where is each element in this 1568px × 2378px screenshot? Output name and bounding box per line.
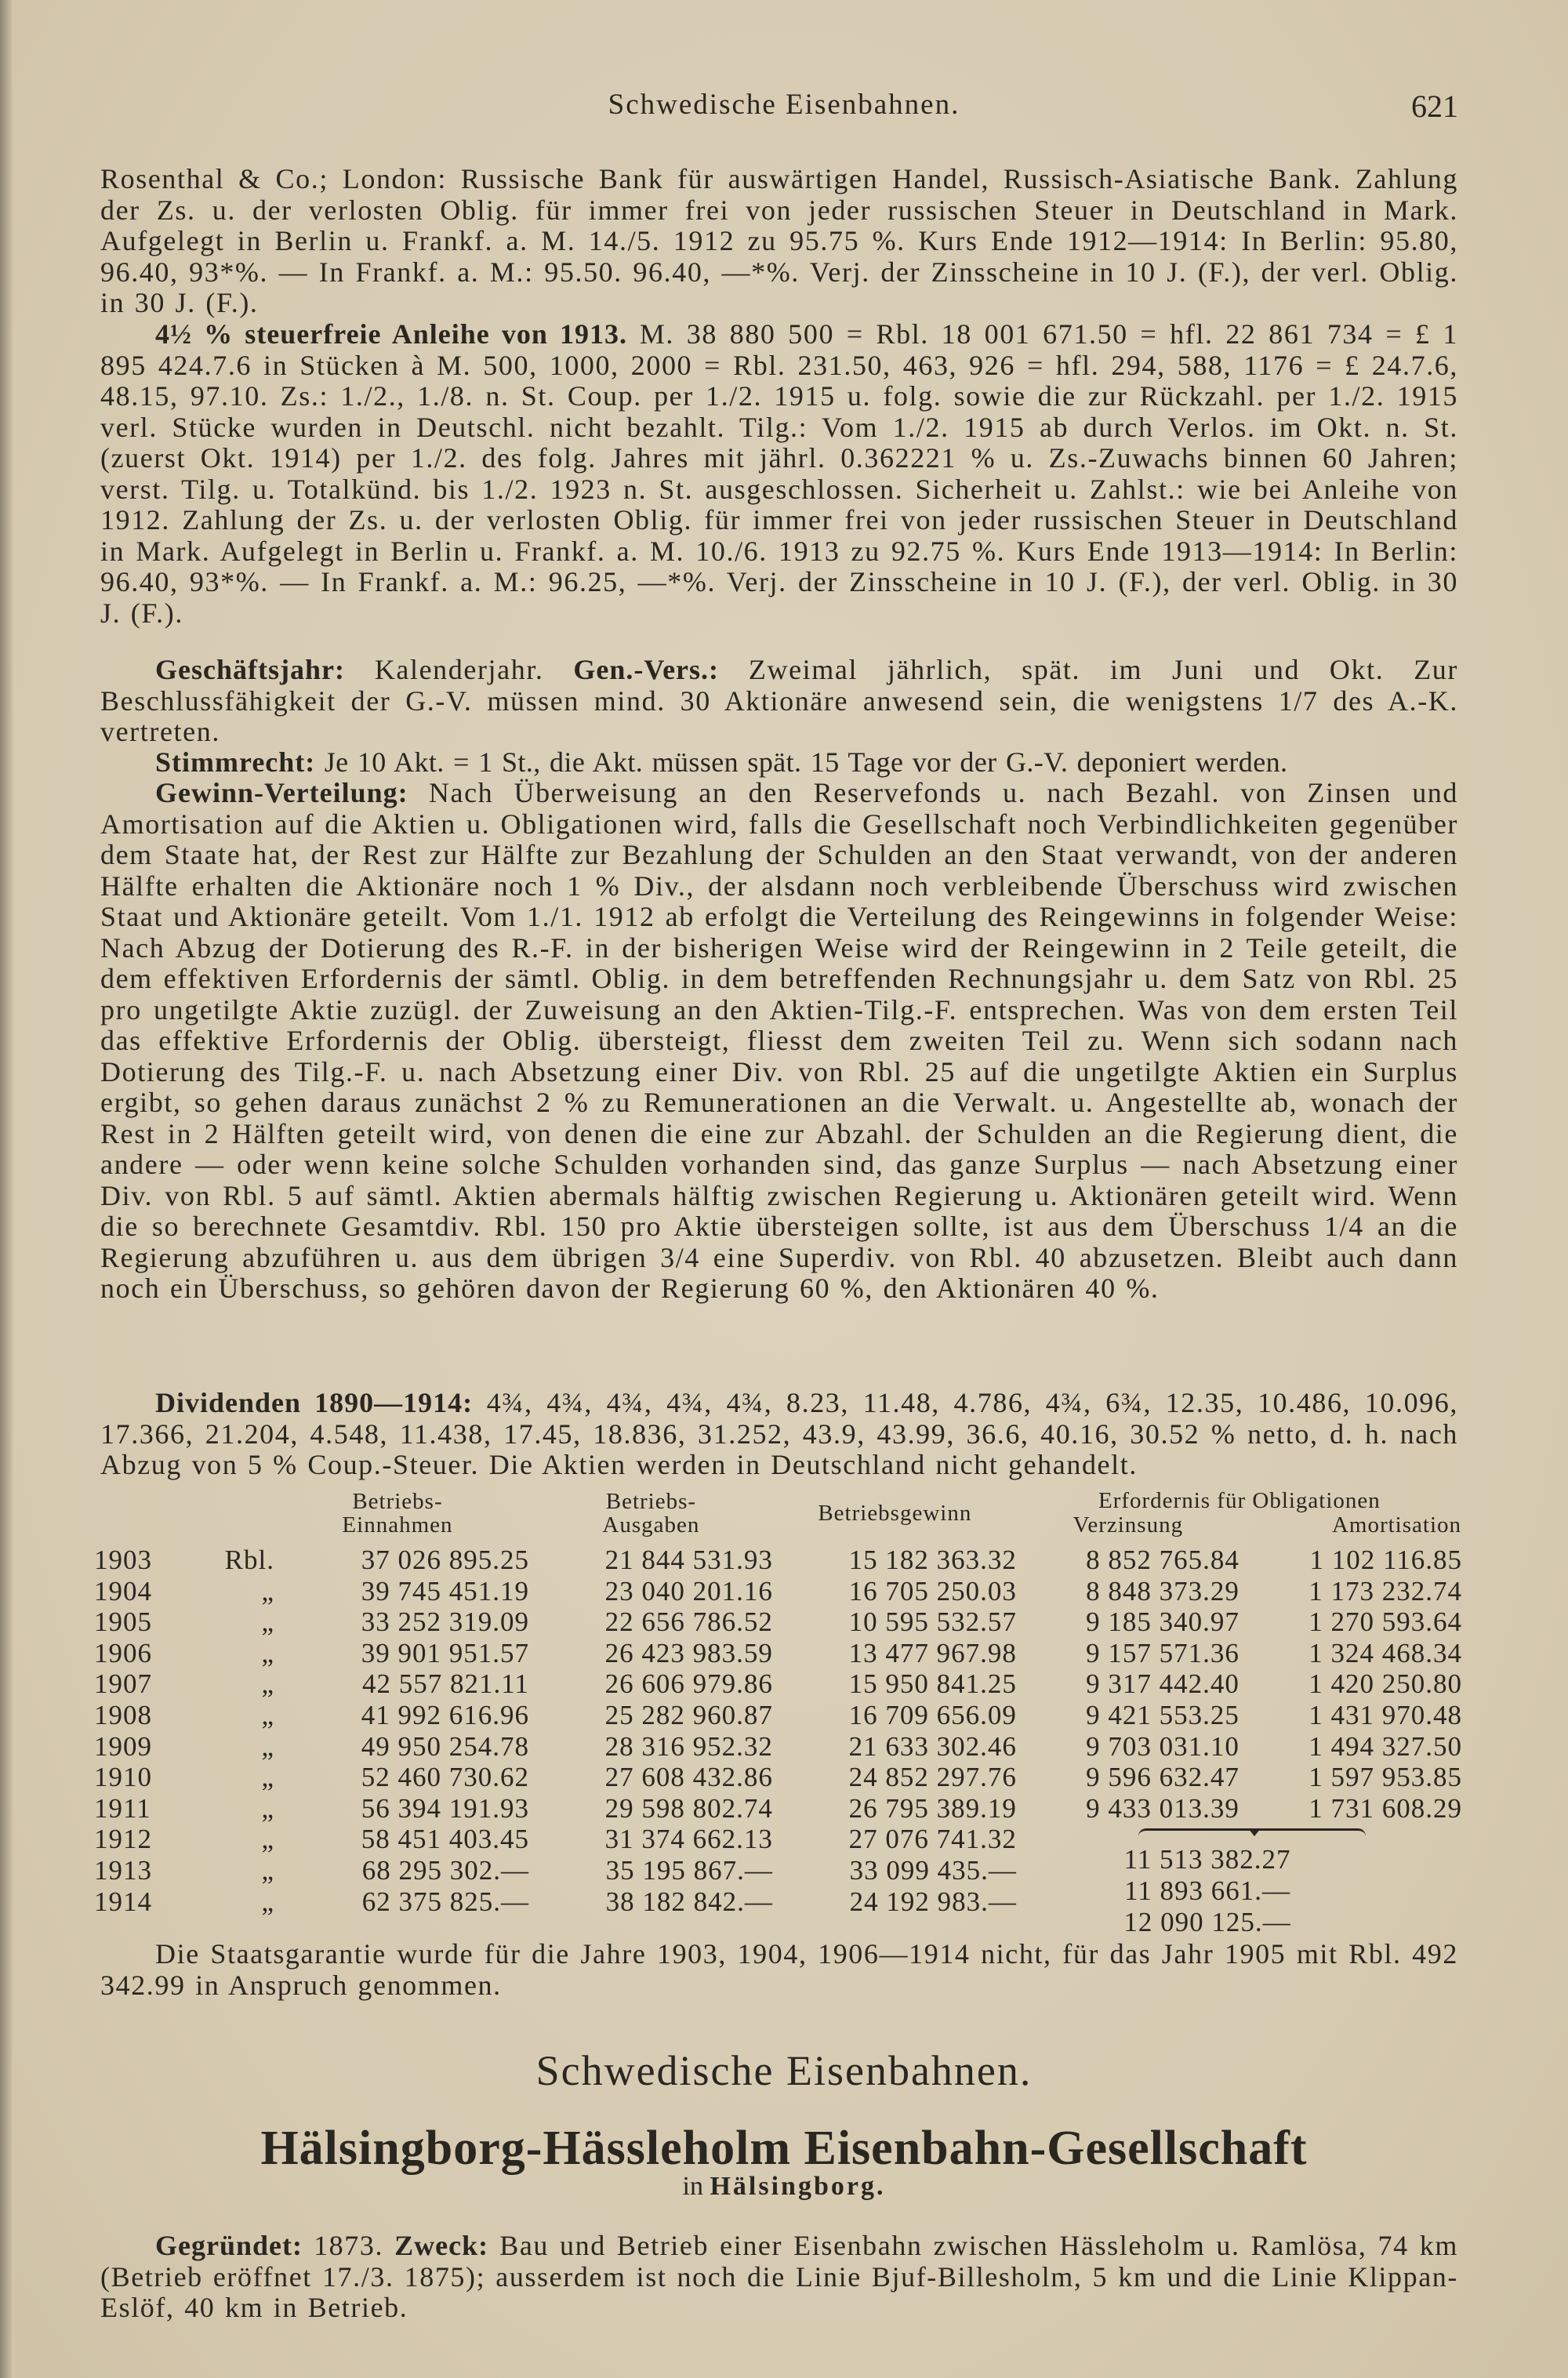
- verzinsung-cell: 8 848 373.29: [1086, 1575, 1240, 1607]
- einnahmen-cell: 41 992 616.96: [361, 1699, 529, 1730]
- header-amortisation: Amortisation: [1331, 1512, 1461, 1538]
- year-cell: 1904: [94, 1575, 152, 1607]
- currency-cell: „: [261, 1886, 274, 1917]
- gewinn-cell: 10 595 532.57: [848, 1607, 1017, 1638]
- table-row: [94, 1638, 1462, 1669]
- table-row: [94, 1793, 1462, 1824]
- gewinn-cell: 24 852 297.76: [848, 1762, 1017, 1793]
- brace-combined: [1138, 1828, 1366, 1843]
- year-cell: 1912: [94, 1824, 152, 1855]
- table-row: [94, 1762, 1462, 1793]
- paragraph-geschaeftsjahr: [100, 655, 1458, 748]
- paragraph-text: 4¾, 4¾, 4¾, 4¾, 4¾, 8.23, 11.48, 4.786, 4¾, 6¾, 12.35, 10.486, 10.096, 17.366, 21.204, 4.548, 11.438, 17.45, 18.836, 31.252, 43.9, 43.99, 36.6, 40.16, 30.52 % netto, d. h. nach Abzug von 5 % Coup.-Steuer. Die Aktien werden in Deutschland nicht gehandelt.: [100, 1387, 1458, 1480]
- paragraph-loan-1912-continued: [100, 164, 1458, 319]
- paragraph-loan-1913: [100, 319, 1458, 629]
- einnahmen-cell: 39 745 451.19: [361, 1575, 529, 1607]
- amortisation-cell: 1 731 608.29: [1308, 1792, 1462, 1824]
- paragraph-text: Zweimal jährlich, spät. im Juni und Okt. Zur Beschlussfähigkeit der G.-V. müssen mind. 30 Aktionäre anwesend sein, die wenigstens 1/7 des A.-K. vertreten.: [100, 654, 1458, 747]
- einnahmen-cell: 68 295 302.—: [361, 1854, 529, 1886]
- ausgaben-cell: 35 195 867.—: [605, 1854, 773, 1886]
- loan-heading: 4½ % steuerfreie Anleihe von 1913.: [155, 318, 628, 350]
- einnahmen-cell: 52 460 730.62: [361, 1762, 529, 1793]
- header-einnahmen: Betriebs- Einnahmen: [342, 1489, 453, 1538]
- einnahmen-cell: 39 901 951.57: [361, 1637, 529, 1668]
- einnahmen-cell: 37 026 895.25: [361, 1545, 529, 1575]
- company-name: Hälsingborg-Hässleholm Eisenbahn-Gesellschaft: [260, 2122, 1308, 2175]
- ausgaben-cell: 26 423 983.59: [604, 1637, 773, 1668]
- einnahmen-cell: 58 451 403.45: [361, 1824, 529, 1855]
- currency-cell: „: [261, 1607, 274, 1638]
- table-header-row: [94, 1488, 1462, 1512]
- einnahmen-cell: 42 557 821.11: [361, 1668, 529, 1700]
- currency-cell: „: [261, 1854, 274, 1886]
- location-prefix: in: [682, 2172, 703, 2201]
- currency-cell: „: [261, 1730, 274, 1762]
- currency-cell: „: [261, 1575, 274, 1607]
- amortisation-cell: 1 420 250.80: [1308, 1668, 1462, 1700]
- amortisation-cell: 1 102 116.85: [1309, 1545, 1462, 1575]
- ausgaben-cell: 26 606 979.86: [604, 1668, 773, 1700]
- year-cell: 1909: [94, 1730, 152, 1762]
- header-year: [94, 1488, 180, 1545]
- gewinn-cell: 33 099 435.—: [849, 1854, 1017, 1886]
- einnahmen-cell: 56 394 191.93: [361, 1792, 529, 1824]
- gewinn-cell: 15 950 841.25: [848, 1668, 1017, 1700]
- year-cell: 1914: [94, 1886, 152, 1917]
- amortisation-cell: 1 270 593.64: [1308, 1607, 1462, 1638]
- einnahmen-cell: 62 375 825.—: [361, 1886, 529, 1917]
- table-row: [94, 1731, 1462, 1763]
- year-cell: 1907: [94, 1668, 152, 1700]
- ausgaben-cell: 25 282 960.87: [604, 1699, 773, 1730]
- year-cell: 1905: [94, 1607, 152, 1638]
- paragraph-gewinn-verteilung: [100, 778, 1458, 1305]
- currency-cell: „: [261, 1668, 274, 1700]
- company-location: [0, 2172, 1568, 2202]
- paragraph-gegruendet: [100, 2231, 1458, 2324]
- ausgaben-cell: 28 316 952.32: [604, 1730, 773, 1762]
- label-gen-vers: Gen.-Vers.:: [573, 654, 720, 685]
- paragraph-text: Kalenderjahr.: [374, 654, 544, 685]
- paragraph-text: Je 10 Akt. = 1 St., die Akt. müssen spät. 15 Tage vor der G.-V. deponiert werden.: [324, 746, 1288, 778]
- verzinsung-cell: 9 421 553.25: [1086, 1699, 1240, 1730]
- paragraph-text: Die Staatsgarantie wurde für die Jahre 1903, 1904, 1906—1914 nicht, für das Jahr 1905 mit Rbl. 492 342.99 in Anspruch genommen.: [100, 1938, 1458, 2001]
- ausgaben-cell: 27 608 432.86: [604, 1762, 773, 1793]
- amortisation-cell: 1 494 327.50: [1308, 1730, 1462, 1762]
- currency-cell: „: [261, 1762, 274, 1793]
- year-cell: 1911: [94, 1792, 151, 1824]
- gewinn-cell: 26 795 389.19: [848, 1792, 1017, 1824]
- header-ausgaben: Betriebs- Ausgaben: [602, 1489, 700, 1538]
- gewinn-cell: 15 182 363.32: [848, 1545, 1017, 1575]
- paragraph-staatsgarantie: [100, 1939, 1458, 2001]
- verzinsung-cell: 9 703 031.10: [1086, 1730, 1240, 1762]
- verzinsung-cell: 9 317 442.40: [1086, 1668, 1240, 1700]
- verzinsung-cell: 9 157 571.36: [1086, 1637, 1240, 1668]
- amortisation-cell: 1 324 468.34: [1308, 1637, 1462, 1668]
- label-gewinn-verteilung: Gewinn-Verteilung:: [155, 777, 408, 808]
- amortisation-cell: 1 431 970.48: [1308, 1699, 1462, 1730]
- gewinn-cell: 13 477 967.98: [848, 1637, 1017, 1668]
- ausgaben-cell: 22 656 786.52: [604, 1607, 773, 1638]
- einnahmen-cell: 49 950 254.78: [361, 1730, 529, 1762]
- header-gewinn: Betriebsgewinn: [818, 1500, 972, 1526]
- paragraph-dividenden: [100, 1388, 1458, 1481]
- running-head: Schwedische Eisenbahnen.: [608, 89, 960, 121]
- verzinsung-cell: 9 433 013.39: [1086, 1792, 1240, 1824]
- currency-cell: „: [261, 1699, 274, 1730]
- paragraph-text: M. 38 880 500 = Rbl. 18 001 671.50 = hfl. 22 861 734 = £ 1 895 424.7.6 in Stücken à M. 500, 1000, 2000 = Rbl. 231.50, 463, 926 = hfl. 294, 588, 1176 = £ 24.7.6, 48.15, 97.10. Zs.: 1./2., 1./8. n. St. Coup. per 1./2. 1915 u. folg. sowie die zur Rückzahl. per 1./2. 1915 verl. Stücke wurden in Deutschl. nicht bezahlt. Tilg.: Vom 1./2. 1915 ab durch Verlos. im Okt. n. St. (zuerst Okt. 1914) per 1./2. des folg. Jahres mit jährl. 0.362221 % u. Zs.-Zuwachs binnen 60 Jahren; verst. Tilg. u. Totalkünd. bis 1./2. 1923 n. St. ausgeschlossen. Sicherheit u. Zahlst.: wie bei Anleihe von 1912. Zahlung der Zs. u. der verlosten Oblig. für immer frei von jeder russischen Steuer in Deutschland in Mark. Aufgelegt in Berlin u. Frankf. a. M. 10./6. 1913 zu 92.75 %. Kurs Ende 1913—1914: In Berlin: 96.40, 93*%. — In Frankf. a. M.: 96.25, —*%. Verj. der Zinsscheine in 10 J. (F.), der verl. Oblig. in 30 J. (F.).: [100, 318, 1458, 629]
- header-verzinsung: Verzinsung: [1073, 1512, 1184, 1538]
- einnahmen-cell: 33 252 319.09: [361, 1607, 529, 1638]
- section-title: Schwedische Eisenbahnen.: [535, 2047, 1033, 2094]
- header-erfordernis: Erfordernis für Obligationen: [1098, 1488, 1381, 1513]
- location-name: Hälsingborg.: [710, 2172, 886, 2201]
- year-cell: 1903: [94, 1545, 152, 1575]
- founded-year: 1873.: [314, 2230, 384, 2261]
- gewinn-cell: 27 076 741.32: [848, 1824, 1017, 1855]
- label-stimmrecht: Stimmrecht:: [155, 746, 316, 778]
- amortisation-cell: 1 597 953.85: [1308, 1762, 1462, 1793]
- ausgaben-cell: 38 182 842.—: [605, 1886, 773, 1917]
- ausgaben-cell: 29 598 802.74: [604, 1792, 773, 1824]
- currency-cell: „: [261, 1637, 274, 1668]
- table-row: [94, 1576, 1462, 1607]
- amortisation-cell: 1 173 232.74: [1308, 1575, 1462, 1607]
- label-dividenden: Dividenden 1890—1914:: [155, 1387, 474, 1418]
- page-edge-shadow: [0, 0, 14, 2378]
- combined-erfordernis-value: 11 513 382.27: [1123, 1844, 1291, 1875]
- currency-cell: „: [261, 1792, 274, 1824]
- year-cell: 1906: [94, 1637, 152, 1668]
- table-row: [94, 1668, 1462, 1700]
- paragraph-stimmrecht: [100, 747, 1458, 779]
- currency-cell: „: [261, 1824, 274, 1855]
- ausgaben-cell: 23 040 201.16: [604, 1575, 773, 1607]
- gewinn-cell: 16 705 250.03: [848, 1575, 1017, 1607]
- year-cell: 1908: [94, 1699, 152, 1730]
- purpose-text: Bau und Betrieb einer Eisenbahn zwischen Hässleholm u. Ramlösa, 74 km (Betrieb eröffnet 17./3. 1875); ausserdem ist noch die Linie Bjuf-Billesholm, 5 km und die Linie Klippan-Eslöf, 40 km in Betrieb.: [100, 2230, 1459, 2323]
- year-cell: 1910: [94, 1762, 152, 1793]
- page-number: 621: [1411, 89, 1458, 124]
- table-row: [94, 1607, 1462, 1638]
- paragraph-text: Nach Überweisung an den Reservefonds u. nach Bezahl. von Zinsen und Amortisation auf die Aktien u. Obligationen wird, falls die Gesellschaft noch Verbindlichkeiten gegenüber dem Staate hat, der Rest zur Hälfte zur Bezahlung der Schulden an den Staat verwandt, von der anderen Hälfte erhalten die Aktionäre noch 1 % Div., der alsdann noch verbleibende Überschuss wird zwischen Staat und Aktionäre geteilt. Vom 1./1. 1912 ab erfolgt die Verteilung des Reingewinns in folgender Weise: Nach Abzug der Dotierung des R.-F. in der bisherigen Weise wird der Reingewinn in 2 Teile geteilt, die dem effektiven Erfordernis der sämtl. Oblig. in dem betreffenden Rechnungsjahr u. dem Satz von Rbl. 25 pro ungetilgte Aktie zuzügl. der Zuweisung an den Aktien-Tilg.-F. entsprechen. Was von dem ersten Teil das effektive Erfordernis der Oblig. übersteigt, fliesst dem zweiten Teil zu. Wenn sich sodann nach Dotierung des Tilg.-F. u. nach Absetzung einer Div. von Rbl. 25 auf die ungetilgte Aktien ein Surplus ergibt, so gehen daraus zunächst 2 % zu Remunerationen an die Verwalt. u. Angestellte ab, wonach der Rest in 2 Hälften geteilt wird, von denen die eine zur Abzahl. der Schulden an die Regierung dient, die andere — oder wenn keine solche Schulden vorhanden sind, das ganze Surplus — nach Absetzung einer Div. von Rbl. 5 auf sämtl. Aktien abermals hälftig zwischen Regierung u. Aktionären geteilt wird. Wenn die so berechnete Gesamtdiv. Rbl. 150 pro Aktie übersteigen sollte, ist aus dem Überschuss 1/4 an die Regierung abzuführen u. aus dem übrigen 3/4 eine Superdiv. von Rbl. 40 abzusetzen. Bleibt auch dann noch ein Überschuss, so gehören davon der Regierung 60 %, den Aktionären 40 %.: [100, 777, 1458, 1304]
- gewinn-cell: 16 709 656.09: [848, 1699, 1017, 1730]
- label-geschaeftsjahr: Geschäftsjahr:: [155, 654, 345, 685]
- verzinsung-cell: 8 852 765.84: [1086, 1545, 1240, 1575]
- ausgaben-cell: 21 844 531.93: [604, 1545, 773, 1575]
- verzinsung-cell: 9 185 340.97: [1086, 1607, 1240, 1638]
- currency-cell: Rbl.: [224, 1545, 274, 1575]
- gewinn-cell: 24 192 983.—: [849, 1886, 1017, 1917]
- label-zweck: Zweck:: [394, 2230, 489, 2261]
- combined-erfordernis-value: 12 090 125.—: [1123, 1907, 1291, 1937]
- combined-erfordernis-value: 11 893 661.—: [1124, 1875, 1290, 1906]
- label-gegruendet: Gegründet:: [155, 2230, 303, 2261]
- year-cell: 1913: [94, 1854, 152, 1886]
- table-row: [94, 1545, 1462, 1576]
- verzinsung-cell: 9 596 632.47: [1086, 1762, 1240, 1793]
- table-row: [94, 1700, 1462, 1731]
- paragraph-text: Rosenthal & Co.; London: Russische Bank für auswärtigen Handel, Russisch-Asiatische Bank. Zahlung der Zs. u. der verlosten Oblig. für immer frei von jeder russischen Steuer in Deutschland in Mark. Aufgelegt in Berlin u. Frankf. a. M. 14./5. 1912 zu 95.75 %. Kurs Ende 1912—1914: In Berlin: 95.80, 96.40, 93*%. — In Frankf. a. M.: 95.50. 96.40, —*%. Verj. der Zinsscheine in 10 J. (F.), der verl. Oblig. in 30 J. (F.).: [100, 163, 1458, 318]
- ausgaben-cell: 31 374 662.13: [604, 1824, 773, 1855]
- gewinn-cell: 21 633 302.46: [848, 1730, 1017, 1762]
